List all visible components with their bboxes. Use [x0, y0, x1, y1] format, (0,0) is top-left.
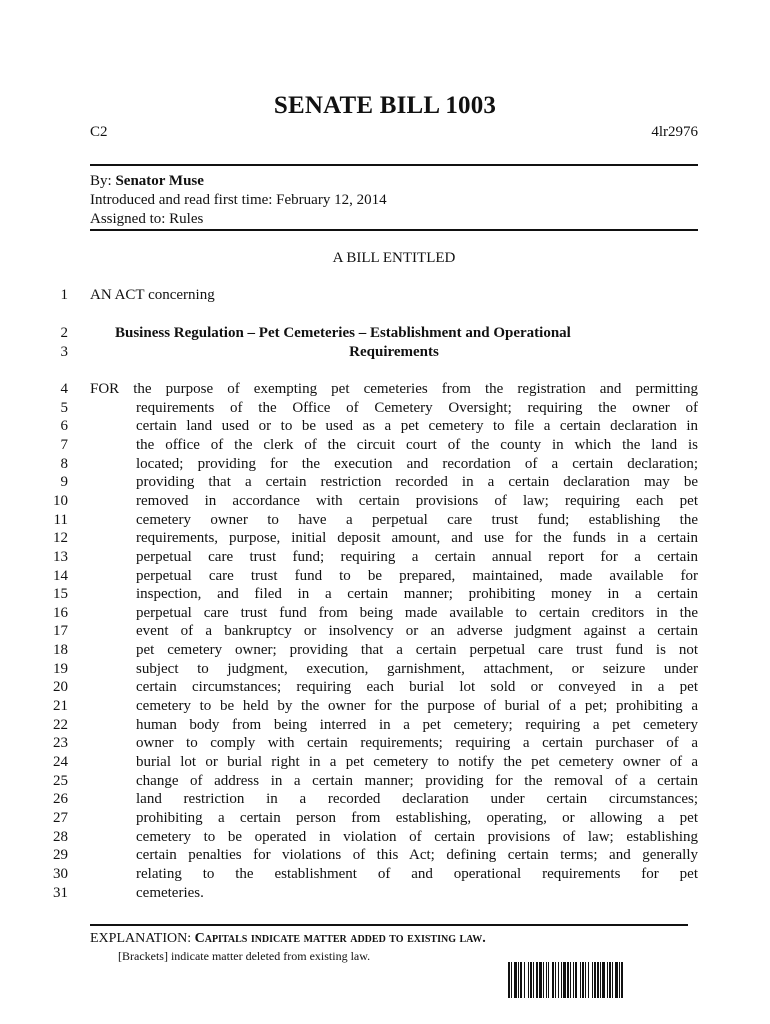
sponsor-name: Senator Muse — [115, 173, 204, 189]
purpose-line: change of address in a certain manner; providing for the removal of a certain — [136, 772, 698, 789]
line-number: 26 — [53, 791, 68, 808]
explanation-label: EXPLANATION: — [90, 931, 195, 946]
purpose-line: providing that a certain restriction recorded in a certain declaration may be — [136, 474, 698, 491]
line-number: 4 — [60, 381, 68, 397]
barcode-bar — [594, 962, 596, 998]
draft-code: 4lr2976 — [651, 124, 698, 140]
line-number: 1 — [60, 287, 68, 303]
barcode-bar — [548, 962, 549, 998]
purpose-line: the office of the clerk of the circuit court of the county in which the land is — [136, 436, 698, 453]
subject-code: C2 — [90, 124, 108, 140]
footer-rule — [90, 924, 688, 926]
barcode-bar — [621, 962, 623, 998]
line-number: 2 — [60, 325, 68, 341]
purpose-line: inspection, and filed in a certain manner; prohibiting money in a certain — [136, 586, 698, 603]
barcode-bar — [588, 962, 589, 998]
barcode-bar — [567, 962, 569, 998]
barcode-bar — [524, 962, 525, 998]
line-number: 27 — [53, 809, 68, 826]
line-number: 14 — [53, 567, 68, 584]
barcode-bar — [539, 962, 542, 998]
line-number: 31 — [53, 884, 68, 901]
line-number: 13 — [53, 548, 68, 565]
barcode-bar — [563, 962, 566, 998]
subject-line-1: Business Regulation – Pet Cemeteries – Establishment and Operational — [115, 325, 571, 341]
purpose-line: perpetual care trust fund; requiring a certain annual report for a certain — [136, 548, 698, 565]
explanation-note — [90, 931, 486, 947]
purpose-line: owner to comply with certain requirements; requiring a certain purchaser of a — [136, 735, 698, 752]
barcode-bar — [536, 962, 538, 998]
barcode-bar — [597, 962, 599, 998]
purpose-line: certain circumstances; requiring each burial lot sold or conveyed in a pet — [136, 679, 698, 696]
purpose-line: pet cemetery owner; providing that a certain perpetual care trust fund is not — [136, 642, 698, 659]
line-number: 9 — [60, 474, 68, 491]
header-rule-top — [90, 164, 698, 166]
barcode-bar — [558, 962, 559, 998]
barcode-bar — [612, 962, 613, 998]
purpose-line: requirements of the Office of Cemetery Oversight; requiring the owner of — [136, 399, 698, 416]
barcode-bar — [600, 962, 601, 998]
barcode-bar — [602, 962, 605, 998]
barcode-bar — [573, 962, 574, 998]
barcode-bar — [619, 962, 620, 998]
purpose-line: subject to judgment, execution, garnishment, attachment, or seizure under — [136, 660, 698, 677]
purpose-line: burial lot or burial right in a pet cemetery to notify the pet cemetery owner of a — [136, 754, 698, 770]
line-number: 20 — [53, 679, 68, 696]
line-number: 28 — [53, 828, 68, 845]
purpose-line: removed in accordance with certain provisions of law; requiring each pet — [136, 492, 698, 509]
bill-title: SENATE BILL 1003 — [273, 92, 497, 119]
barcode-bar — [582, 962, 584, 998]
purpose-line: event of a bankruptcy or insolvency or an adverse judgment against a certain — [136, 623, 698, 640]
header-rule-bottom — [90, 229, 698, 231]
by-label: By: — [90, 173, 116, 189]
line-number: 16 — [53, 604, 68, 621]
line-number: 22 — [53, 716, 68, 733]
purpose-line: land restriction in a recorded declaration under certain circumstances; — [136, 791, 698, 808]
line-number: 17 — [53, 623, 68, 640]
purpose-line: relating to the establishment of and operational requirements for pet — [136, 865, 698, 882]
assigned-line: Assigned to: Rules — [90, 211, 204, 227]
barcode-bar — [585, 962, 586, 998]
purpose-line: prohibiting a certain person from establishing, operating, or allowing a pet — [136, 809, 698, 826]
brackets-note: [Brackets] indicate matter deleted from existing law. — [118, 949, 371, 963]
line-number: 7 — [60, 436, 68, 453]
line-number: 19 — [53, 660, 68, 677]
barcode-bar — [528, 962, 529, 998]
purpose-line: located; providing for the execution and recordation of a certain declaration; — [136, 455, 698, 472]
barcode-bar — [555, 962, 556, 998]
act-concerning-line: AN ACT concerning — [90, 287, 215, 303]
subject-line-2: Requirements — [349, 344, 439, 360]
line-number: 3 — [60, 344, 68, 360]
line-number: 11 — [53, 511, 68, 528]
barcode — [508, 962, 694, 998]
barcode-bar — [514, 962, 517, 998]
purpose-line: cemetery to be held by the owner for the purpose of burial of a pet; prohibiting a — [136, 698, 698, 715]
purpose-line: cemetery owner to have a perpetual care trust fund; establishing the — [136, 511, 698, 528]
barcode-bar — [580, 962, 581, 998]
barcode-bar — [575, 962, 577, 998]
line-number: 18 — [53, 642, 68, 659]
line-number: 8 — [60, 455, 68, 472]
purpose-line: human body from being interred in a pet cemetery; requiring a pet cemetery — [136, 716, 698, 733]
barcode-bar — [570, 962, 571, 998]
purpose-line: perpetual care trust fund from being made available to certain creditors in the — [136, 604, 698, 621]
introduced-line: Introduced and read first time: February 12, 2014 — [90, 192, 387, 208]
purpose-line: requirements, purpose, initial deposit amount, and use for the funds in a certain — [136, 530, 698, 547]
line-number: 30 — [53, 865, 68, 882]
purpose-line: certain land used or to be used as a pet cemetery to file a certain declaration in — [136, 418, 698, 435]
purpose-first-line: FOR the purpose of exempting pet cemeteries from the registration and permitting — [90, 381, 698, 397]
line-number: 12 — [53, 530, 68, 547]
barcode-bar — [518, 962, 519, 998]
line-number: 23 — [53, 735, 68, 752]
sponsor-line — [90, 172, 204, 191]
barcode-bar — [609, 962, 611, 998]
purpose-line: cemeteries. — [136, 884, 204, 901]
barcode-bar — [543, 962, 544, 998]
barcode-bar — [546, 962, 547, 998]
line-number: 21 — [53, 698, 68, 715]
line-number: 6 — [60, 418, 68, 435]
line-number: 29 — [53, 847, 68, 864]
barcode-bar — [552, 962, 554, 998]
purpose-line: cemetery to be operated in violation of certain provisions of law; establishing — [136, 828, 698, 845]
purpose-line: perpetual care trust fund to be prepared, maintained, made available for — [136, 567, 698, 584]
barcode-bar — [533, 962, 534, 998]
line-number: 24 — [53, 754, 68, 770]
explanation-text: Capitals indicate matter added to existing law. — [194, 931, 486, 946]
barcode-bar — [511, 962, 512, 998]
line-number: 10 — [53, 492, 68, 509]
barcode-bar — [530, 962, 532, 998]
barcode-bar — [615, 962, 618, 998]
barcode-bar — [561, 962, 562, 998]
purpose-line: certain penalties for violations of this Act; defining certain terms; and generally — [136, 847, 698, 864]
bill-entitled-heading: A BILL ENTITLED — [332, 250, 456, 266]
line-number: 15 — [53, 586, 68, 603]
barcode-bar — [592, 962, 593, 998]
line-number: 5 — [60, 399, 68, 416]
line-number: 25 — [53, 772, 68, 789]
barcode-bar — [508, 962, 510, 998]
barcode-bar — [520, 962, 522, 998]
barcode-bar — [607, 962, 608, 998]
